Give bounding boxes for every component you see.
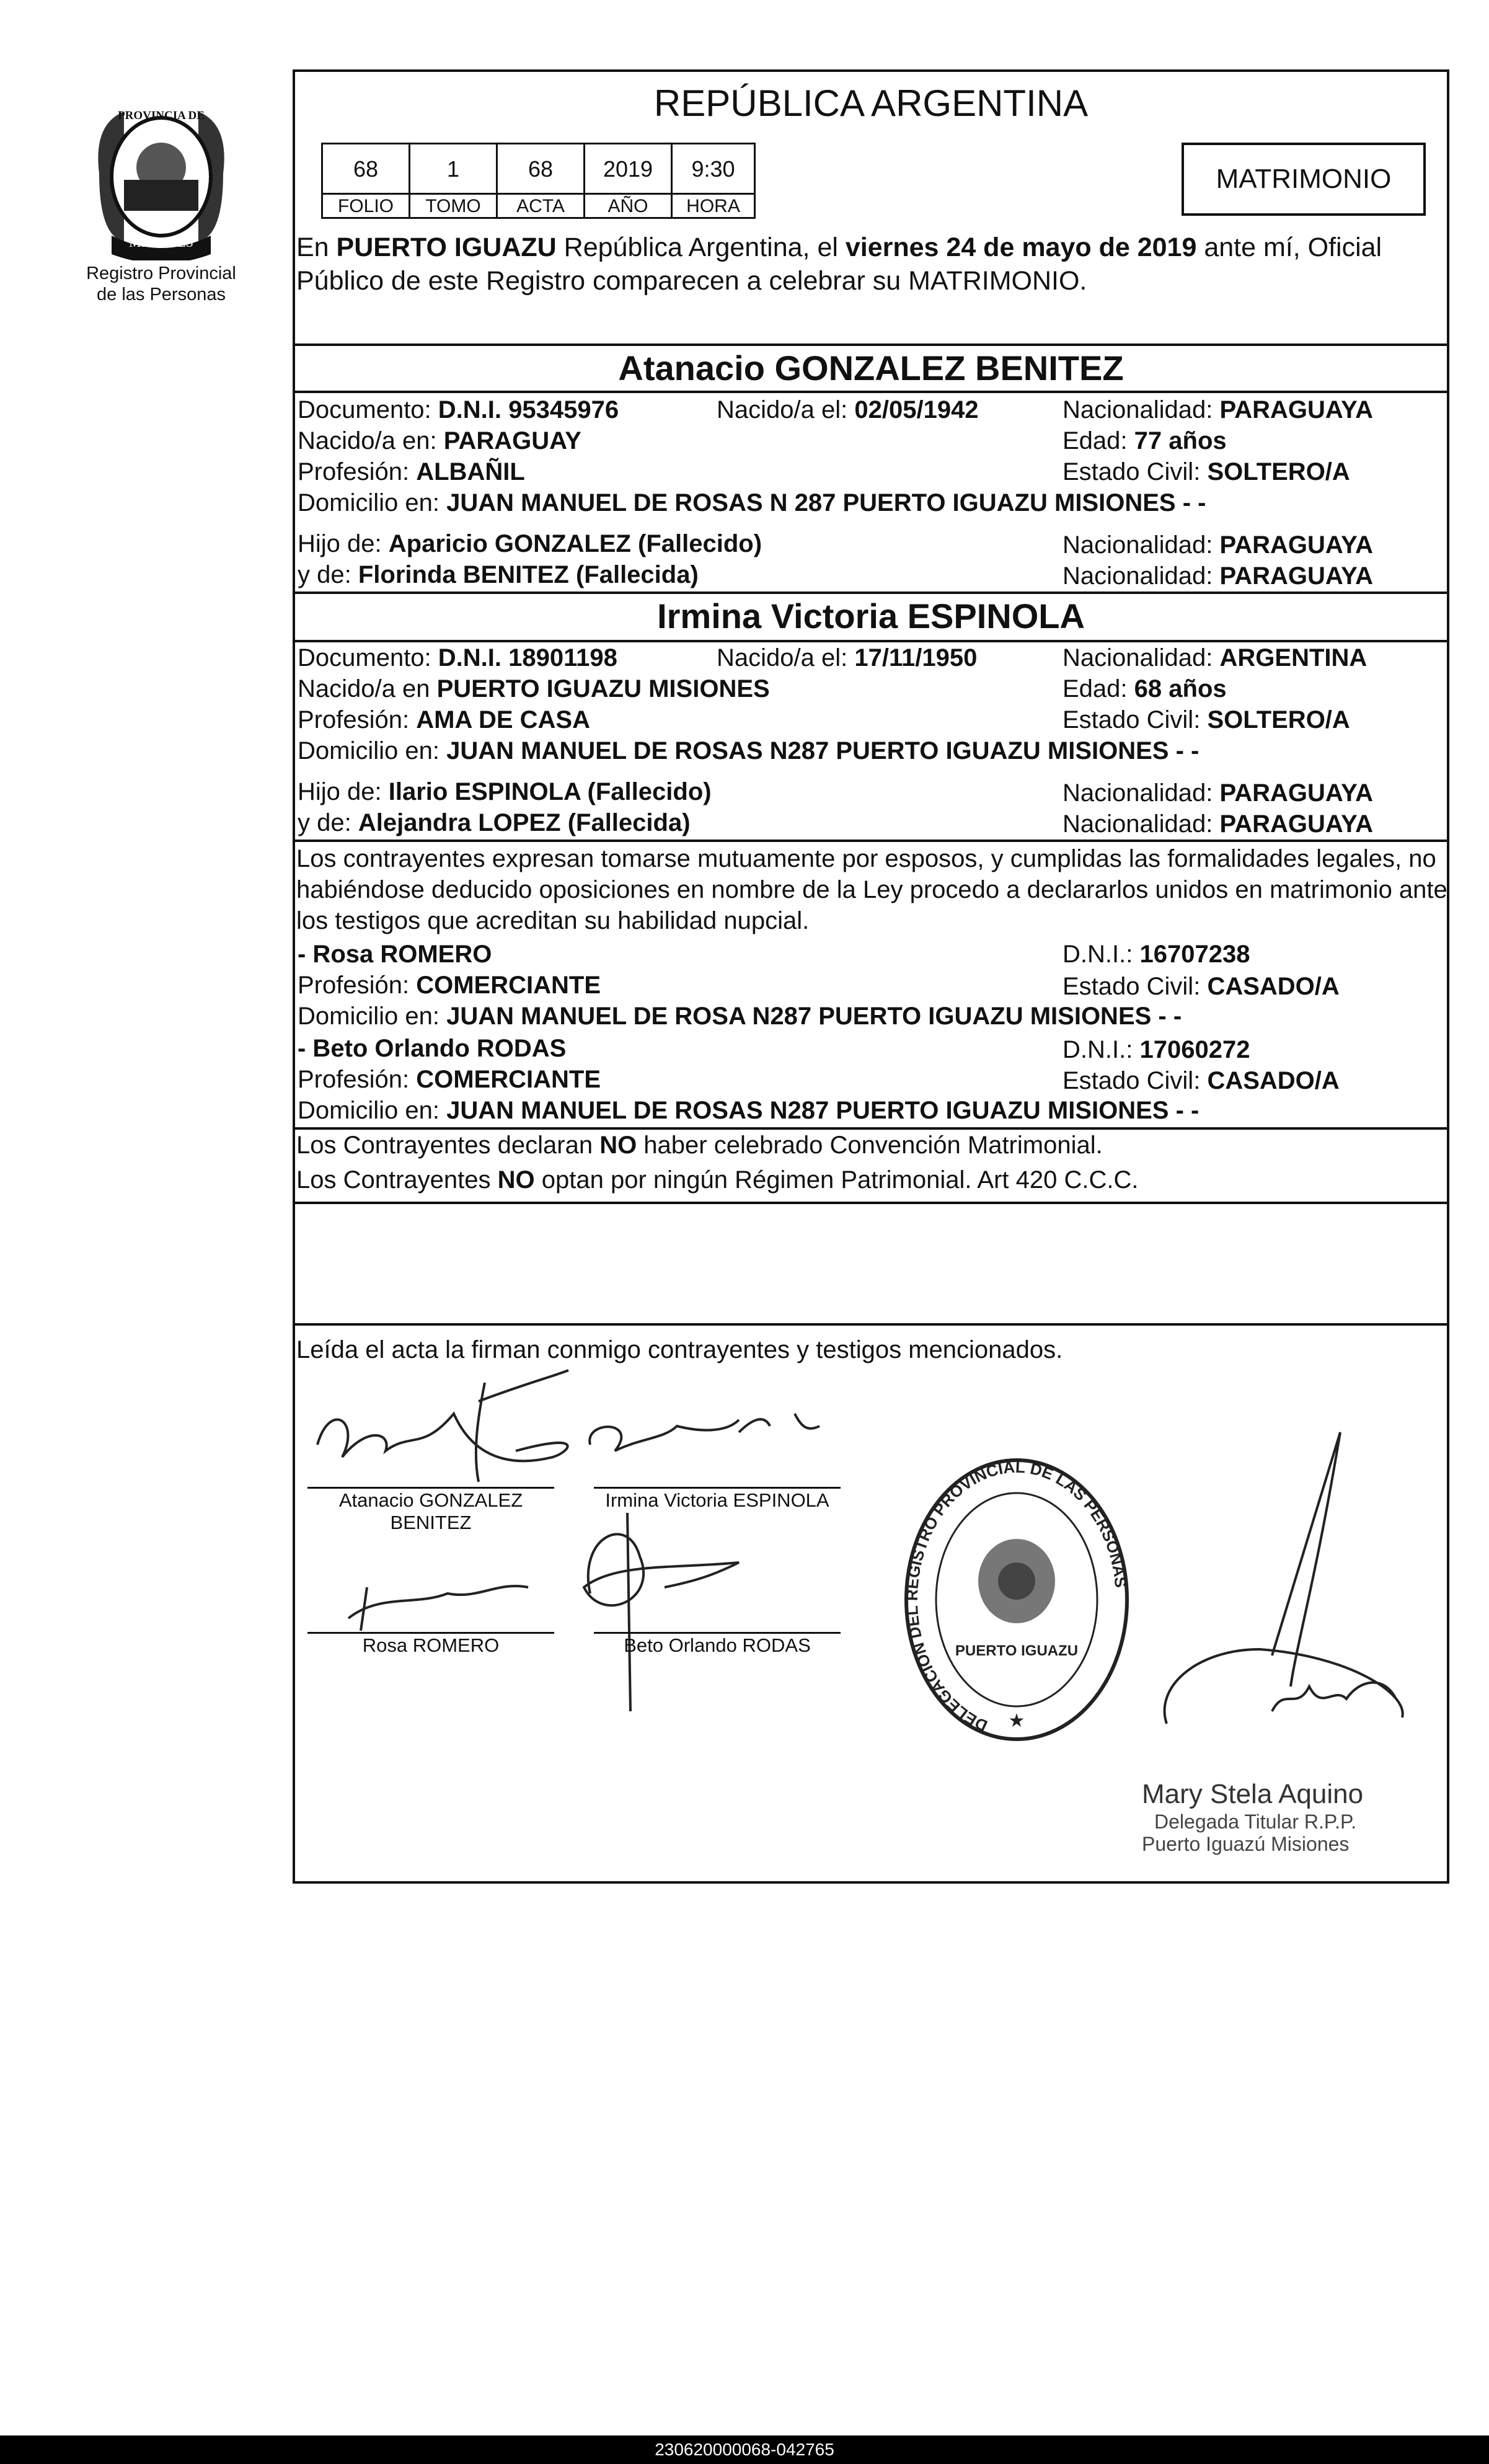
value: Aparicio GONZALEZ (Fallecido) <box>388 530 762 557</box>
label: Edad: <box>1063 427 1128 454</box>
registry-name <box>62 263 260 305</box>
spouse2-doc <box>298 642 617 673</box>
declaration-paragraph <box>296 843 1447 936</box>
spouse2-father <box>298 776 712 807</box>
value: JUAN MANUEL DE ROSAS N287 PUERTO IGUAZU MISIONES - - <box>446 737 1200 764</box>
spouse1-age <box>1063 425 1227 456</box>
spouse1-birthplace <box>298 425 581 456</box>
value: 02/05/1942 <box>854 396 979 423</box>
spouse2-nationality <box>1063 642 1367 673</box>
witness-dni <box>1063 1034 1250 1065</box>
acta-value: 68 <box>496 143 585 195</box>
regime-statement <box>296 1164 1139 1195</box>
value: PARAGUAYA <box>1219 810 1373 838</box>
witness-civil-status <box>1063 1065 1340 1096</box>
value: PARAGUAYA <box>1219 779 1373 807</box>
acta-label: ACTA <box>496 193 585 219</box>
hora-value: 9:30 <box>671 143 756 195</box>
value: PARAGUAYA <box>1219 396 1373 423</box>
label: Nacionalidad: <box>1063 562 1213 590</box>
intro-text: En <box>296 233 337 262</box>
spouse1-civil-status <box>1063 456 1350 487</box>
label: Documento: <box>298 644 431 671</box>
label: Nacido/a el: <box>717 644 848 671</box>
registry-name-line1: Registro Provincial <box>86 264 236 283</box>
label: Estado Civil: <box>1063 706 1201 733</box>
witness-profession <box>298 970 601 1001</box>
closing-statement: Leída el acta la firman conmigo contrayentes y testigos mencionados. <box>296 1336 1063 1363</box>
official-place: Puerto Iguazú Misiones <box>1142 1833 1350 1855</box>
intro-date: viernes 24 de mayo de 2019 <box>845 233 1197 262</box>
label: Profesión: <box>298 458 410 485</box>
value: JUAN MANUEL DE ROSAS N 287 PUERTO IGUAZU MISIONES - - <box>446 489 1206 516</box>
signature-official-scribble <box>1165 1432 1403 1724</box>
label: y de: <box>298 809 351 836</box>
label: Domicilio en: <box>298 489 440 516</box>
official-block <box>1142 1778 1415 1855</box>
signature-line <box>307 1632 554 1634</box>
spouse2-birthdate <box>717 642 977 673</box>
spouse2-age <box>1063 673 1227 704</box>
intro-text: República Argentina, el <box>556 233 846 262</box>
value: COMERCIANTE <box>416 972 601 999</box>
spouse2-father-nationality <box>1063 778 1373 809</box>
spouse1-doc <box>298 394 619 425</box>
label: Domicilio en: <box>298 1003 440 1030</box>
hora-label: HORA <box>671 193 756 219</box>
official-name: Mary Stela Aquino <box>1142 1779 1364 1809</box>
label: Nacionalidad: <box>1063 779 1213 807</box>
label: D.N.I.: <box>1063 1036 1133 1063</box>
value: Ilario ESPINOLA (Fallecido) <box>388 778 712 805</box>
value: Florinda BENITEZ (Fallecida) <box>358 561 699 588</box>
convention-statement <box>296 1130 1103 1161</box>
value: AMA DE CASA <box>416 706 590 733</box>
signature-gonzalez-scribble <box>476 1370 568 1482</box>
tomo-value: 1 <box>409 143 498 195</box>
label: y de: <box>298 561 351 588</box>
divider <box>293 343 1449 346</box>
stamp-ring-text: DELEGACION DEL REGISTRO PROVINCIAL DE LAS PERSONAS <box>902 1457 1131 1735</box>
spouse2-civil-status <box>1063 704 1350 735</box>
label: Nacionalidad: <box>1063 644 1213 671</box>
witness-dni <box>1063 939 1250 970</box>
label: Domicilio en: <box>298 737 440 764</box>
anio-value: 2019 <box>583 143 673 195</box>
declaration-line: los testigos que acreditan su habilidad nupcial. <box>296 907 810 934</box>
spouse1-father-nationality <box>1063 530 1373 561</box>
spouse1-father <box>298 528 762 559</box>
country-title: REPÚBLICA ARGENTINA <box>653 82 1089 124</box>
signature-label-line: BENITEZ <box>390 1512 472 1533</box>
footer-bar <box>0 2435 1489 2464</box>
label: Nacionalidad: <box>1063 396 1213 423</box>
label: Hijo de: <box>298 778 382 805</box>
intro-city: PUERTO IGUAZU <box>336 233 557 262</box>
value: 77 años <box>1134 427 1227 454</box>
value: Alejandra LOPEZ (Fallecida) <box>358 809 691 836</box>
label: Profesión: <box>298 706 410 733</box>
text: haber celebrado Convención Matrimonial. <box>637 1132 1103 1159</box>
spouse1-profession <box>298 456 525 487</box>
registry-name-line2: de las Personas <box>97 285 226 304</box>
stamp-city-text: PUERTO IGUAZU <box>955 1642 1079 1659</box>
intro-line2: Público de este Registro comparecen a celebrar su MATRIMONIO. <box>296 266 1087 296</box>
label: Nacionalidad: <box>1063 531 1213 559</box>
declaration-line: habiéndose deducido oposiciones en nombre de la Ley procedo a declararlos unidos en matrimonio ante <box>296 876 1447 903</box>
value: 17/11/1950 <box>854 644 978 671</box>
signature-label-line: Atanacio GONZALEZ <box>338 1489 523 1511</box>
anio-label: AÑO <box>583 193 673 219</box>
spouse1-nationality <box>1063 394 1373 425</box>
label: Profesión: <box>298 1066 410 1093</box>
signature-rodas-scribble <box>584 1513 739 1711</box>
spouse2-mother-nationality <box>1063 809 1373 840</box>
witness-address <box>298 1095 1199 1126</box>
text: optan por ningún Régimen Patrimonial. Art 420 C.C.C. <box>534 1166 1139 1194</box>
value: SOLTERO/A <box>1207 706 1350 733</box>
signature-line <box>594 1487 841 1489</box>
label: D.N.I.: <box>1063 941 1133 968</box>
registry-stamp <box>899 1451 1134 1748</box>
signature-label-romero: Rosa ROMERO <box>362 1634 500 1656</box>
act-type-box: MATRIMONIO <box>1182 143 1426 216</box>
witness-name: - Beto Orlando RODAS <box>298 1035 567 1062</box>
label: Hijo de: <box>298 530 382 557</box>
stamp-star-icon: ★ <box>1008 1711 1025 1731</box>
witness-address <box>298 1001 1182 1032</box>
label: Domicilio en: <box>298 1097 440 1124</box>
divider <box>293 391 1449 393</box>
spouse1-name: Atanacio GONZALEZ BENITEZ <box>618 348 1124 388</box>
divider <box>293 840 1449 842</box>
spouse2-address <box>298 735 1199 766</box>
divider <box>293 1323 1449 1326</box>
province-emblem <box>87 99 236 260</box>
official-title: Delegada Titular R.P.P. <box>1154 1810 1357 1833</box>
signature-gonzalez-scribble <box>317 1414 568 1461</box>
spouse2-name: Irmina Victoria ESPINOLA <box>657 596 1085 636</box>
signature-label-gonzalez <box>307 1489 554 1534</box>
value: D.N.I. 95345976 <box>438 396 619 423</box>
witness-profession <box>298 1064 601 1095</box>
folio-label: FOLIO <box>321 193 410 219</box>
label: Estado Civil: <box>1063 458 1201 485</box>
label: Nacido/a en <box>298 675 430 702</box>
value: 68 años <box>1134 675 1227 702</box>
spouse1-address <box>298 487 1206 518</box>
witness-civil-status <box>1063 971 1340 1002</box>
label: Nacionalidad: <box>1063 810 1213 838</box>
label: Estado Civil: <box>1063 973 1201 1000</box>
negation: NO <box>599 1132 637 1159</box>
divider <box>293 1202 1449 1204</box>
spouse1-mother <box>298 559 699 590</box>
value: 17060272 <box>1139 1036 1250 1063</box>
spouse1-mother-nationality <box>1063 561 1373 592</box>
signature-line <box>594 1632 841 1634</box>
footer-code: 230620000068-042765 <box>655 2440 834 2459</box>
spouse2-mother <box>298 807 691 838</box>
label: Nacido/a en: <box>298 427 437 454</box>
value: PARAGUAYA <box>1219 562 1373 590</box>
spouse2-birthplace <box>298 673 770 704</box>
emblem-arc-text: PROVINCIA DE <box>118 109 205 122</box>
signature-label-rodas: Beto Orlando RODAS <box>624 1634 811 1656</box>
divider <box>293 592 1449 594</box>
witness-name: - Rosa ROMERO <box>298 941 492 968</box>
value: JUAN MANUEL DE ROSAS N287 PUERTO IGUAZU MISIONES - - <box>446 1097 1200 1124</box>
folio-value: 68 <box>321 143 410 195</box>
signature-espinola-scribble <box>590 1414 820 1451</box>
spouse1-birthdate <box>717 394 979 425</box>
stamp-graphic <box>899 1451 1134 1748</box>
label: Profesión: <box>298 972 410 999</box>
signature-romero-scribble <box>348 1586 528 1631</box>
value: COMERCIANTE <box>416 1066 601 1093</box>
value: ARGENTINA <box>1219 644 1367 671</box>
value: D.N.I. 18901198 <box>438 644 617 671</box>
spouse2-profession <box>298 704 590 735</box>
label: Documento: <box>298 396 431 423</box>
tomo-label: TOMO <box>409 193 498 219</box>
emblem-banner-text: MISIONES <box>129 234 193 250</box>
negation: NO <box>497 1166 535 1194</box>
intro-paragraph <box>296 231 1382 298</box>
label: Edad: <box>1063 675 1128 702</box>
label: Estado Civil: <box>1063 1067 1201 1094</box>
value: ALBAÑIL <box>416 458 525 485</box>
value: PARAGUAYA <box>1219 531 1373 559</box>
signature-line <box>307 1487 554 1489</box>
label: Nacido/a el: <box>717 396 848 423</box>
text: Los Contrayentes <box>296 1166 498 1194</box>
value: PUERTO IGUAZU MISIONES <box>436 675 770 702</box>
value: SOLTERO/A <box>1207 458 1350 485</box>
value: CASADO/A <box>1207 973 1340 1000</box>
intro-text: ante mí, Oficial <box>1196 233 1382 262</box>
declaration-line: Los contrayentes expresan tomarse mutuamente por esposos, y cumplidas las formalidades legales, no <box>296 845 1436 872</box>
text: Los Contrayentes declaran <box>296 1132 600 1159</box>
value: PARAGUAY <box>443 427 581 454</box>
value: 16707238 <box>1139 941 1250 968</box>
signature-label-espinola: Irmina Victoria ESPINOLA <box>605 1489 829 1511</box>
value: CASADO/A <box>1207 1067 1340 1094</box>
value: JUAN MANUEL DE ROSA N287 PUERTO IGUAZU MISIONES - - <box>446 1003 1182 1030</box>
